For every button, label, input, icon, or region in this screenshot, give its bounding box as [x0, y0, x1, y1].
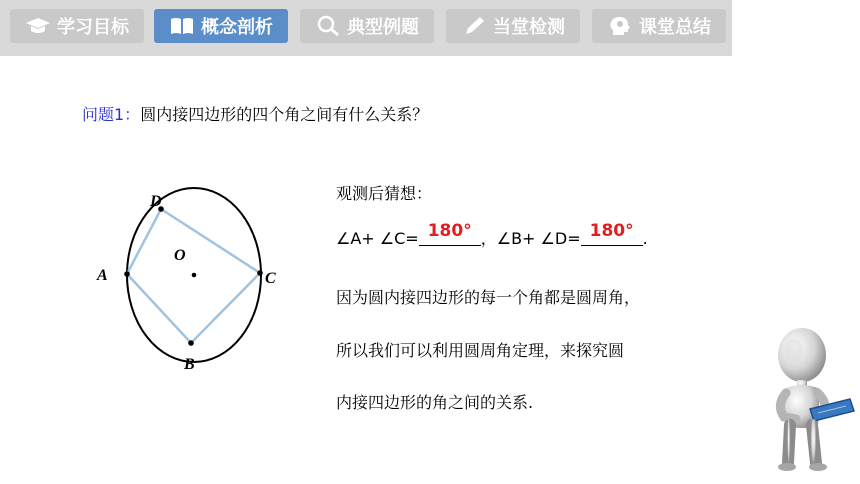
tab-label: 典型例题	[347, 17, 419, 38]
label-o: O	[174, 247, 186, 264]
head-gears-icon	[607, 15, 633, 37]
tab-label: 当堂检测	[493, 17, 565, 38]
center-o	[192, 273, 197, 278]
mascot-figure	[770, 325, 858, 475]
question-text: 圆内接四边形的四个角之间有什么关系？	[140, 105, 429, 124]
inscribed-quadrilateral-diagram	[90, 185, 290, 375]
point-a	[124, 271, 130, 277]
nav-bar	[0, 0, 732, 56]
question-label: 问题1：	[82, 105, 141, 124]
answer-blank-1	[419, 221, 481, 246]
tab-concept-analysis[interactable]	[154, 9, 288, 43]
label-c: C	[265, 270, 276, 287]
answer-blank-2	[581, 221, 643, 246]
separator: ，	[480, 229, 497, 248]
open-book-icon	[169, 15, 195, 37]
formula-line	[336, 221, 648, 249]
point-c	[257, 270, 263, 276]
observation-title: 观测后猜想：	[336, 184, 433, 203]
tab-class-summary[interactable]	[592, 9, 726, 43]
label-b: B	[184, 356, 195, 373]
answer-1: 180°	[427, 221, 472, 241]
tab-in-class-test[interactable]	[446, 9, 580, 43]
label-d: D	[150, 193, 162, 210]
answer-2: 180°	[589, 221, 634, 241]
formula-part-a-c: ∠A+ ∠C=	[336, 229, 419, 248]
pencil-icon	[461, 15, 487, 37]
label-a: A	[97, 267, 108, 284]
graduation-cap-icon	[25, 15, 51, 37]
question-1	[82, 102, 428, 125]
tab-label: 学习目标	[57, 17, 129, 38]
tab-label: 概念剖析	[201, 17, 273, 38]
tab-typical-examples[interactable]	[300, 9, 434, 43]
period: .	[642, 229, 648, 248]
tab-learning-goals[interactable]	[10, 9, 144, 43]
explanation-line-2: 所以我们可以利用圆周角定理，来探究圆	[336, 341, 625, 360]
explanation-line-1: 因为圆内接四边形的每一个角都是圆周角，	[336, 288, 641, 307]
explanation-line-3: 内接四边形的角之间的关系.	[336, 393, 534, 412]
tab-label: 课堂总结	[639, 17, 711, 38]
magnifier-icon	[315, 15, 341, 37]
point-b	[188, 340, 194, 346]
formula-part-b-d: ∠B+ ∠D=	[496, 229, 581, 248]
